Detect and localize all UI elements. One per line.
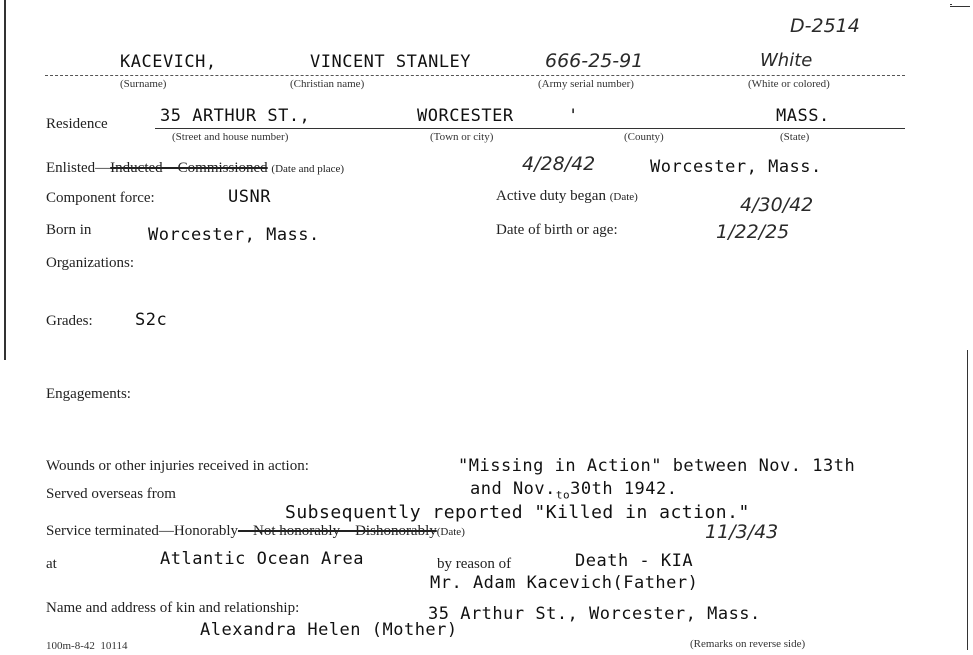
wounds-line2-start: and Nov. xyxy=(470,479,556,499)
christian-name-caption: (Christian name) xyxy=(290,78,365,90)
serial-caption: (Army serial number) xyxy=(538,78,634,90)
serial-number-value: 666-25-91 xyxy=(545,50,644,72)
top-border-line xyxy=(950,4,952,5)
top-rule xyxy=(950,6,970,7)
terminated-text: Service terminated—Honorably xyxy=(46,523,239,539)
enlisted-date-value: 4/28/42 xyxy=(522,153,596,175)
county-caption: (County) xyxy=(624,131,664,143)
terminated-date-label: (Date) xyxy=(436,526,465,538)
town-value: WORCESTER xyxy=(417,106,514,126)
surname-value: KACEVICH, xyxy=(120,52,217,72)
kin-label: Name and address of kin and relationship: xyxy=(46,600,300,616)
component-force-value: USNR xyxy=(228,187,271,207)
kin-mother-value: Alexandra Helen (Mother) xyxy=(200,620,458,640)
terminated-struck-text: —Not honorably—Dishonorably xyxy=(238,523,437,539)
wounds-to-mark: to xyxy=(555,488,571,502)
reason-label: by reason of xyxy=(437,556,512,572)
form-number xyxy=(46,640,127,652)
left-border-line xyxy=(4,0,6,360)
state-caption: (State) xyxy=(780,131,810,143)
remarks-note: (Remarks on reverse side) xyxy=(690,638,806,650)
surname-caption: (Surname) xyxy=(120,78,167,90)
component-force-label: Component force: xyxy=(46,190,155,206)
enlisted-text: Enlisted— xyxy=(46,160,111,176)
active-duty-value: 4/30/42 xyxy=(740,194,814,216)
service-terminated-label xyxy=(46,523,465,540)
terminated-date-value: 11/3/43 xyxy=(705,521,779,543)
engagements-label: Engagements: xyxy=(46,386,131,402)
enlisted-label xyxy=(46,160,344,177)
street-caption: (Street and house number) xyxy=(172,131,289,143)
reason-value: Death - KIA xyxy=(575,551,694,571)
enlisted-struck-text: Inducted—Commissioned xyxy=(110,160,268,176)
wounds-line1: "Missing in Action" between Nov. 13th xyxy=(458,456,856,476)
wounds-label: Wounds or other injuries received in action: xyxy=(46,458,309,474)
at-value: Atlantic Ocean Area xyxy=(160,549,364,569)
dob-label: Date of birth or age: xyxy=(496,222,618,238)
active-duty-label xyxy=(496,188,638,205)
residence-underline xyxy=(155,128,905,129)
born-in-label: Born in xyxy=(46,222,92,238)
right-border-line xyxy=(967,350,968,650)
card-number: D-2514 xyxy=(790,15,860,37)
town-caption: (Town or city) xyxy=(430,131,494,143)
wounds-line3: Subsequently reported "Killed in action." xyxy=(285,502,750,523)
served-overseas-label: Served overseas from xyxy=(46,486,176,502)
enlisted-place-value: Worcester, Mass. xyxy=(650,157,822,177)
race-value: White xyxy=(760,50,813,71)
kin-address-value: 35 Arthur St., Worcester, Mass. xyxy=(428,604,761,624)
kin-father-value: Mr. Adam Kacevich(Father) xyxy=(430,573,699,593)
residence-label: Residence xyxy=(46,116,108,132)
name-underline xyxy=(45,75,905,76)
christian-name-value: VINCENT STANLEY xyxy=(310,52,472,72)
organizations-label: Organizations: xyxy=(46,255,135,271)
race-caption: (White or colored) xyxy=(748,78,830,90)
form-code: 100m-8-42 xyxy=(46,640,95,652)
state-value: MASS. xyxy=(776,106,830,126)
grades-label: Grades: xyxy=(46,313,93,329)
county-value: ' xyxy=(568,106,579,126)
form-serial: 10114 xyxy=(100,640,128,652)
active-duty-date-label: (Date) xyxy=(609,191,638,203)
grades-value: S2c xyxy=(135,310,168,330)
date-place-label: (Date and place) xyxy=(271,163,345,175)
dob-value: 1/22/25 xyxy=(716,221,790,243)
at-label: at xyxy=(46,556,57,572)
wounds-line2-end: 30th 1942. xyxy=(570,479,678,499)
active-duty-text: Active duty began xyxy=(496,188,606,204)
wounds-line2 xyxy=(470,479,678,501)
born-in-value: Worcester, Mass. xyxy=(148,225,320,245)
street-value: 35 ARTHUR ST., xyxy=(160,106,311,126)
